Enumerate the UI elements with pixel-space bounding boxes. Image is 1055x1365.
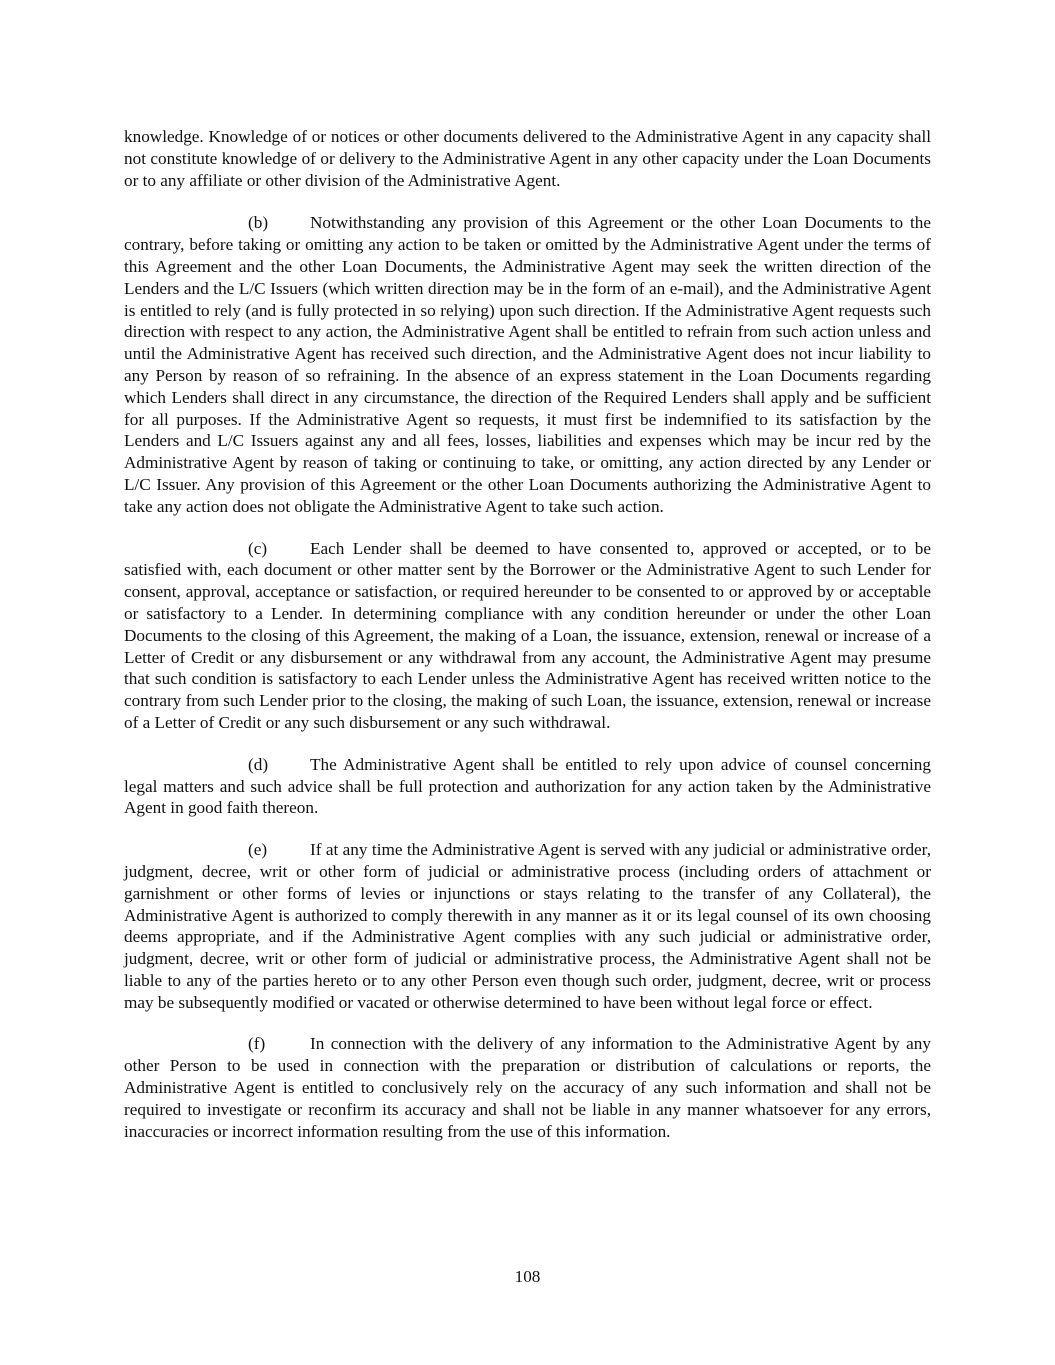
clause-c [124, 538, 931, 734]
clause-text: In connection with the delivery of any information to the Administrative Agent by any other Person to be used in connection with the preparation or distribution of calculations or reports, the Administrative Agent is entitled to conclusively rely on the accuracy of any such information and shall not be required to investigate or reconfirm its accuracy and shall not be liable in any manner whatsoever for any errors, inaccuracies or incorrect information resulting from the use of this information. [124, 1034, 931, 1141]
document-page [124, 126, 931, 1162]
clause-label: (c) [248, 538, 268, 558]
clause-label: (d) [248, 754, 269, 774]
opening-paragraph: knowledge. Knowledge of or notices or other documents delivered to the Administrative Agent in any capacity shall not constitute knowledge of or delivery to the Administrative Agent in any other capacity under the Loan Documents or to any affiliate or other division of the Administrative Agent. [124, 127, 931, 190]
clause-label: (e) [248, 840, 268, 860]
clause-text: Notwithstanding any provision of this Agreement or the other Loan Documents to the contrary, before taking or omitting any action to be taken or omitted by the Administrative Agent under the terms of this Agreement and the other Loan Documents, the Administrative Agent may seek the written direction of the Lenders and the L/C Issuers (which written direction may be in the form of an e-mail), and the Administrative Agent is entitled to rely (and is fully protected in so relying) upon such direction. If the Administrative Agent requests such direction with respect to any action, the Administrative Agent shall be entitled to refrain from such action unless and until the Administrative Agent has received such direction, and the Administrative Agent does not incur liability to any Person by reason of so refraining. In the absence of an express statement in the Loan Documents regarding which Lenders shall direct in any circumstance, the direction of the Required Lenders shall apply and be sufficient for all purposes. If the Administrative Agent so requests, it must first be indemnified to its satisfaction by the Lenders and L/C Issuers against any and all fees, losses, liabilities and expenses which may be incur red by the Administrative Agent by reason of taking or continuing to take, or omitting, any action directed by any Lender or L/C Issuer. Any provision of this Agreement or the other Loan Documents authorizing the Administrative Agent to take any action does not obligate the Administrative Agent to take such action. [124, 213, 931, 516]
clause-label: (f) [248, 1034, 266, 1054]
clause-text: If at any time the Administrative Agent is served with any judicial or administrative order, judgment, decree, writ or other form of judicial or administrative process (including orders of attachment or garnishment or other forms of levies or injunctions or stays relating to the transfer of any Collateral), the Administrative Agent is authorized to comply therewith in any manner as it or its legal counsel of its own choosing deems appropriate, and if the Administrative Agent complies with any such judicial or administrative order, judgment, decree, writ or other form of judicial or administrative process, the Administrative Agent shall not be liable to any of the parties hereto or to any other Person even though such order, judgment, decree, writ or process may be subsequently modified or vacated or otherwise determined to have been without legal force or effect. [124, 840, 931, 1012]
clause-f [124, 1033, 931, 1142]
clause-d [124, 754, 931, 819]
page-number: 108 [514, 1267, 541, 1286]
clause-b [124, 212, 931, 517]
clause-text: Each Lender shall be deemed to have consented to, approved or accepted, or to be satisfied with, each document or other matter sent by the Borrower or the Administrative Agent to such Lender for consent, approval, acceptance or satisfaction, or required hereunder to be consented to or approved by or acceptable or satisfactory to a Lender. In determining compliance with any condition hereunder or under the other Loan Documents to the closing of this Agreement, the making of a Loan, the issuance, extension, renewal or increase of a Letter of Credit or any disbursement or any withdrawal from any account, the Administrative Agent may presume that such condition is satisfactory to each Lender unless the Administrative Agent has received written notice to the contrary from such Lender prior to the closing, the making of such Loan, the issuance, extension, renewal or increase of a Letter of Credit or any such disbursement or any such withdrawal. [124, 538, 931, 732]
clause-e [124, 839, 931, 1013]
clause-text: The Administrative Agent shall be entitled to rely upon advice of counsel concerning legal matters and such advice shall be full protection and authorization for any action taken by the Administrative Agent in good faith thereon. [124, 754, 931, 818]
clause-label: (b) [248, 213, 269, 233]
